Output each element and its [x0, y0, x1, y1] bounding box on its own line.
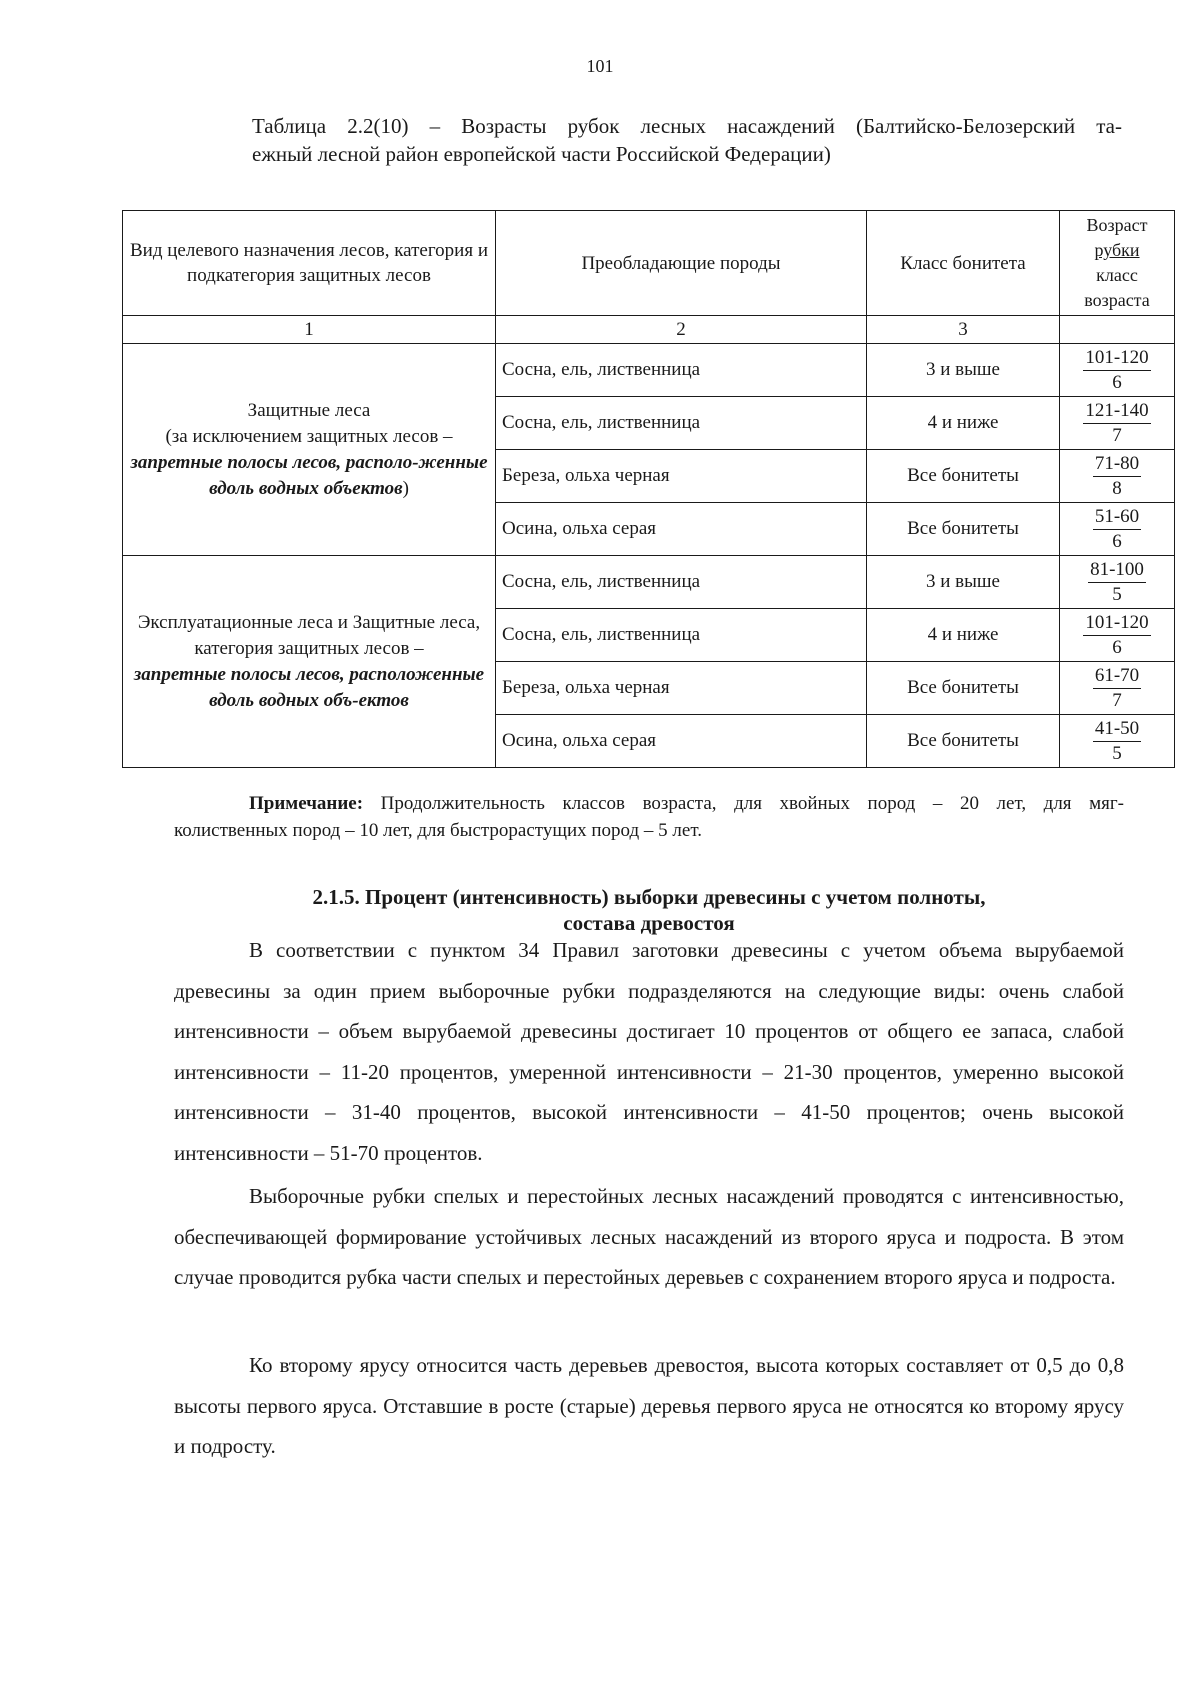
group-line: (за исключением защитных лесов –	[165, 425, 453, 447]
table-caption	[252, 112, 1122, 168]
species-cell: Осина, ольха серая	[496, 503, 867, 556]
caption-line-2: ежный лесной район европейской части Российской Федерации)	[252, 142, 831, 166]
section-heading-line-2: состава древостоя	[563, 911, 735, 935]
column-number-row	[123, 316, 1175, 344]
table-header-row	[123, 211, 1175, 316]
paragraph-text: Ко второму ярусу относится часть деревьев древостоя, высота которых составляет от 0,5 до 0,8 высоты первого яруса. Отставшие в росте (старые) деревья первого яруса не относятся ко второму ярусу и подросту.	[174, 1353, 1124, 1458]
group-exploitation-forests	[123, 556, 496, 768]
group-line: Эксплуатационные леса и Защитные леса, категория защитных лесов –	[137, 611, 481, 659]
species-cell: Сосна, ель, лиственница	[496, 556, 867, 609]
group-emphasis	[129, 450, 489, 502]
header-age-line3: класс	[1096, 265, 1138, 285]
header-cutting-age	[1060, 211, 1175, 316]
caption-line-1: Таблица 2.2(10) – Возрасты рубок лесных насаждений (Балтийско-Белозерский та-	[252, 114, 1122, 138]
section-heading	[174, 884, 1124, 936]
paragraph-text: Выборочные рубки спелых и перестойных лесных насаждений проводятся с интенсивностью, обеспечивающей формирование устойчивых лесных насаждений из второго яруса и подроста. В этом случае проводится рубка части спелых и перестойных деревьев с сохранением второго яруса и подроста.	[174, 1184, 1124, 1289]
bonitet-cell: Все бонитеты	[867, 450, 1060, 503]
age-range: 71-80	[1093, 452, 1141, 477]
species-cell: Осина, ольха серая	[496, 715, 867, 768]
table-row	[123, 344, 1175, 397]
species-cell: Береза, ольха черная	[496, 450, 867, 503]
age-class: 6	[1112, 531, 1122, 552]
note-label: Примечание:	[249, 793, 364, 814]
group-line: Защитные леса	[247, 399, 371, 421]
column-number: 1	[123, 316, 496, 344]
bonitet-cell: 3 и выше	[867, 556, 1060, 609]
age-class: 7	[1112, 425, 1122, 446]
header-species: Преобладающие породы	[496, 211, 867, 316]
body-paragraph	[174, 1176, 1124, 1298]
group-protective-forests	[123, 344, 496, 556]
group-emphasis-text: запретные полосы лесов, располо-женные вдоль водных объектов	[130, 451, 488, 499]
age-cell	[1060, 609, 1175, 662]
bonitet-cell: 4 и ниже	[867, 397, 1060, 450]
age-class: 6	[1112, 637, 1122, 658]
header-forest-purpose: Вид целевого назначения лесов, категория и подкатегория защитных лесов	[123, 211, 496, 316]
header-bonitet: Класс бонитета	[867, 211, 1060, 316]
body-paragraph	[174, 1345, 1124, 1467]
note-line-1	[174, 790, 1124, 817]
species-cell: Береза, ольха черная	[496, 662, 867, 715]
age-cell	[1060, 715, 1175, 768]
age-cell	[1060, 556, 1175, 609]
age-class: 6	[1112, 372, 1122, 393]
paragraph-text: В соответствии с пунктом 34 Правил заготовки древесины с учетом объема вырубаемой древесины за один прием выборочные рубки подразделяются на следующие виды: очень слабой интенсивности – объем вырубаемой древесины достигает 10 процентов от общего ее запаса, слабой интенсивности – 11-20 процентов, умеренной интенсивности – 21-30 процентов, умеренно высокой интенсивности – 31-40 процентов, высокой интенсивности – 41-50 процентов; очень высокой интенсивности – 51-70 процентов.	[174, 938, 1124, 1165]
age-cell	[1060, 450, 1175, 503]
bonitet-cell: Все бонитеты	[867, 715, 1060, 768]
age-cell	[1060, 397, 1175, 450]
age-class: 7	[1112, 690, 1122, 711]
bonitet-cell: 4 и ниже	[867, 609, 1060, 662]
page-number: 101	[586, 56, 614, 76]
age-range: 81-100	[1088, 558, 1146, 583]
bonitet-cell: Все бонитеты	[867, 503, 1060, 556]
species-cell: Сосна, ель, лиственница	[496, 397, 867, 450]
age-range: 101-120	[1083, 346, 1150, 371]
header-age-line4: возраста	[1084, 290, 1150, 310]
section-heading-line-1: 2.1.5. Процент (интенсивность) выборки древесины с учетом полноты,	[312, 885, 986, 909]
body-paragraph	[174, 930, 1124, 1173]
note-line-2: колиственных пород – 10 лет, для быстрорастущих пород – 5 лет.	[174, 820, 702, 841]
species-cell: Сосна, ель, лиственница	[496, 344, 867, 397]
note-text-1: Продолжительность классов возраста, для хвойных пород – 20 лет, для мяг-	[380, 793, 1125, 814]
bonitet-cell: 3 и выше	[867, 344, 1060, 397]
column-number: 2	[496, 316, 867, 344]
table-note	[174, 790, 1124, 844]
bonitet-cell: Все бонитеты	[867, 662, 1060, 715]
cutting-age-table	[122, 210, 1175, 768]
age-range: 41-50	[1093, 717, 1141, 742]
column-number	[1060, 316, 1175, 344]
species-cell: Сосна, ель, лиственница	[496, 609, 867, 662]
age-range: 121-140	[1083, 399, 1150, 424]
age-class: 5	[1112, 584, 1122, 605]
age-range: 101-120	[1083, 611, 1150, 636]
table-row	[123, 556, 1175, 609]
age-range: 61-70	[1093, 664, 1141, 689]
age-class: 5	[1112, 743, 1122, 764]
age-cell	[1060, 662, 1175, 715]
age-range: 51-60	[1093, 505, 1141, 530]
header-age-line2: рубки	[1094, 240, 1140, 260]
age-class: 8	[1112, 478, 1122, 499]
column-number: 3	[867, 316, 1060, 344]
group-emphasis-text: запретные полосы лесов, расположенные вдоль водных объ-ектов	[133, 663, 485, 711]
header-age-line1: Возраст	[1086, 215, 1148, 235]
age-cell	[1060, 344, 1175, 397]
group-close-paren: )	[402, 477, 409, 499]
age-cell	[1060, 503, 1175, 556]
